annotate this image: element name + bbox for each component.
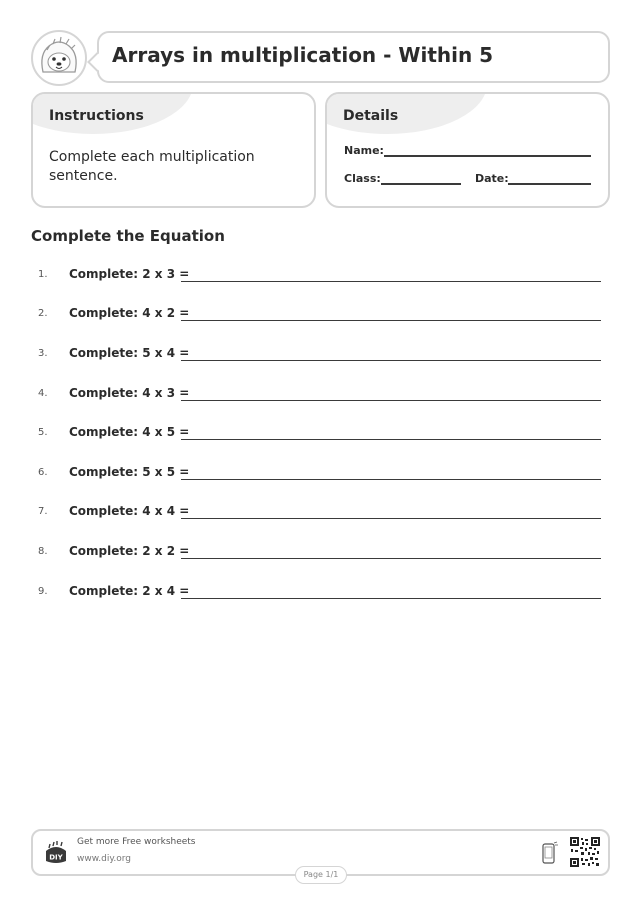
- question-number: 3.: [38, 348, 48, 359]
- page-indicator: Page 1/1: [295, 866, 347, 884]
- answer-field[interactable]: [181, 518, 601, 519]
- question-number: 4.: [38, 388, 48, 399]
- question-label: Complete: 2 x 4 =: [69, 584, 190, 598]
- answer-field[interactable]: [181, 281, 601, 282]
- answer-field[interactable]: [181, 598, 601, 599]
- question-number: 2.: [38, 308, 48, 319]
- question-row: [0, 580, 640, 604]
- question-row: [0, 302, 640, 326]
- answer-field[interactable]: [181, 400, 601, 401]
- answer-field[interactable]: [181, 439, 601, 440]
- answer-field[interactable]: [181, 360, 601, 361]
- question-row: [0, 461, 640, 485]
- question-number: 5.: [38, 427, 48, 438]
- question-label: Complete: 2 x 2 =: [69, 544, 190, 558]
- question-number: 9.: [38, 586, 48, 597]
- question-number: 7.: [38, 506, 48, 517]
- question-row: [0, 540, 640, 564]
- phone-scan-icon: [542, 841, 558, 865]
- question-label: Complete: 5 x 5 =: [69, 465, 190, 479]
- question-number: 8.: [38, 546, 48, 557]
- mascot-avatar: [31, 30, 87, 86]
- qr-code-icon[interactable]: [570, 837, 600, 867]
- question-row: [0, 382, 640, 406]
- page-title: Arrays in multiplication - Within 5: [112, 43, 494, 67]
- question-label: Complete: 4 x 5 =: [69, 425, 190, 439]
- question-number: 1.: [38, 269, 48, 280]
- question-number: 6.: [38, 467, 48, 478]
- question-row: [0, 421, 640, 445]
- instructions-panel: [31, 92, 316, 208]
- question-label: Complete: 2 x 3 =: [69, 267, 190, 281]
- mascot-icon: [33, 32, 85, 84]
- footer-url[interactable]: www.diy.org: [77, 854, 131, 864]
- class-label: Class:: [344, 172, 381, 185]
- name-label: Name:: [344, 144, 384, 157]
- logo-text: DIY: [49, 853, 63, 862]
- question-label: Complete: 4 x 3 =: [69, 386, 190, 400]
- answer-field[interactable]: [181, 558, 601, 559]
- question-label: Complete: 5 x 4 =: [69, 346, 190, 360]
- details-heading: Details: [343, 108, 399, 124]
- question-row: [0, 342, 640, 366]
- details-panel: [325, 92, 610, 208]
- date-field[interactable]: [508, 183, 591, 185]
- class-field[interactable]: [381, 183, 461, 185]
- answer-field[interactable]: [181, 479, 601, 480]
- instructions-text: Complete each multiplication sentence.: [49, 149, 255, 184]
- question-label: Complete: 4 x 2 =: [69, 306, 190, 320]
- diy-logo-icon: [43, 841, 69, 865]
- answer-field[interactable]: [181, 320, 601, 321]
- question-label: Complete: 4 x 4 =: [69, 504, 190, 518]
- section-title: Complete the Equation: [31, 227, 225, 245]
- instructions-heading: Instructions: [49, 108, 144, 124]
- title-box: [97, 31, 610, 83]
- date-label: Date:: [475, 172, 509, 185]
- question-row: [0, 500, 640, 524]
- name-field[interactable]: [384, 155, 591, 157]
- question-row: [0, 263, 640, 287]
- footer-promo: Get more Free worksheets: [77, 837, 196, 847]
